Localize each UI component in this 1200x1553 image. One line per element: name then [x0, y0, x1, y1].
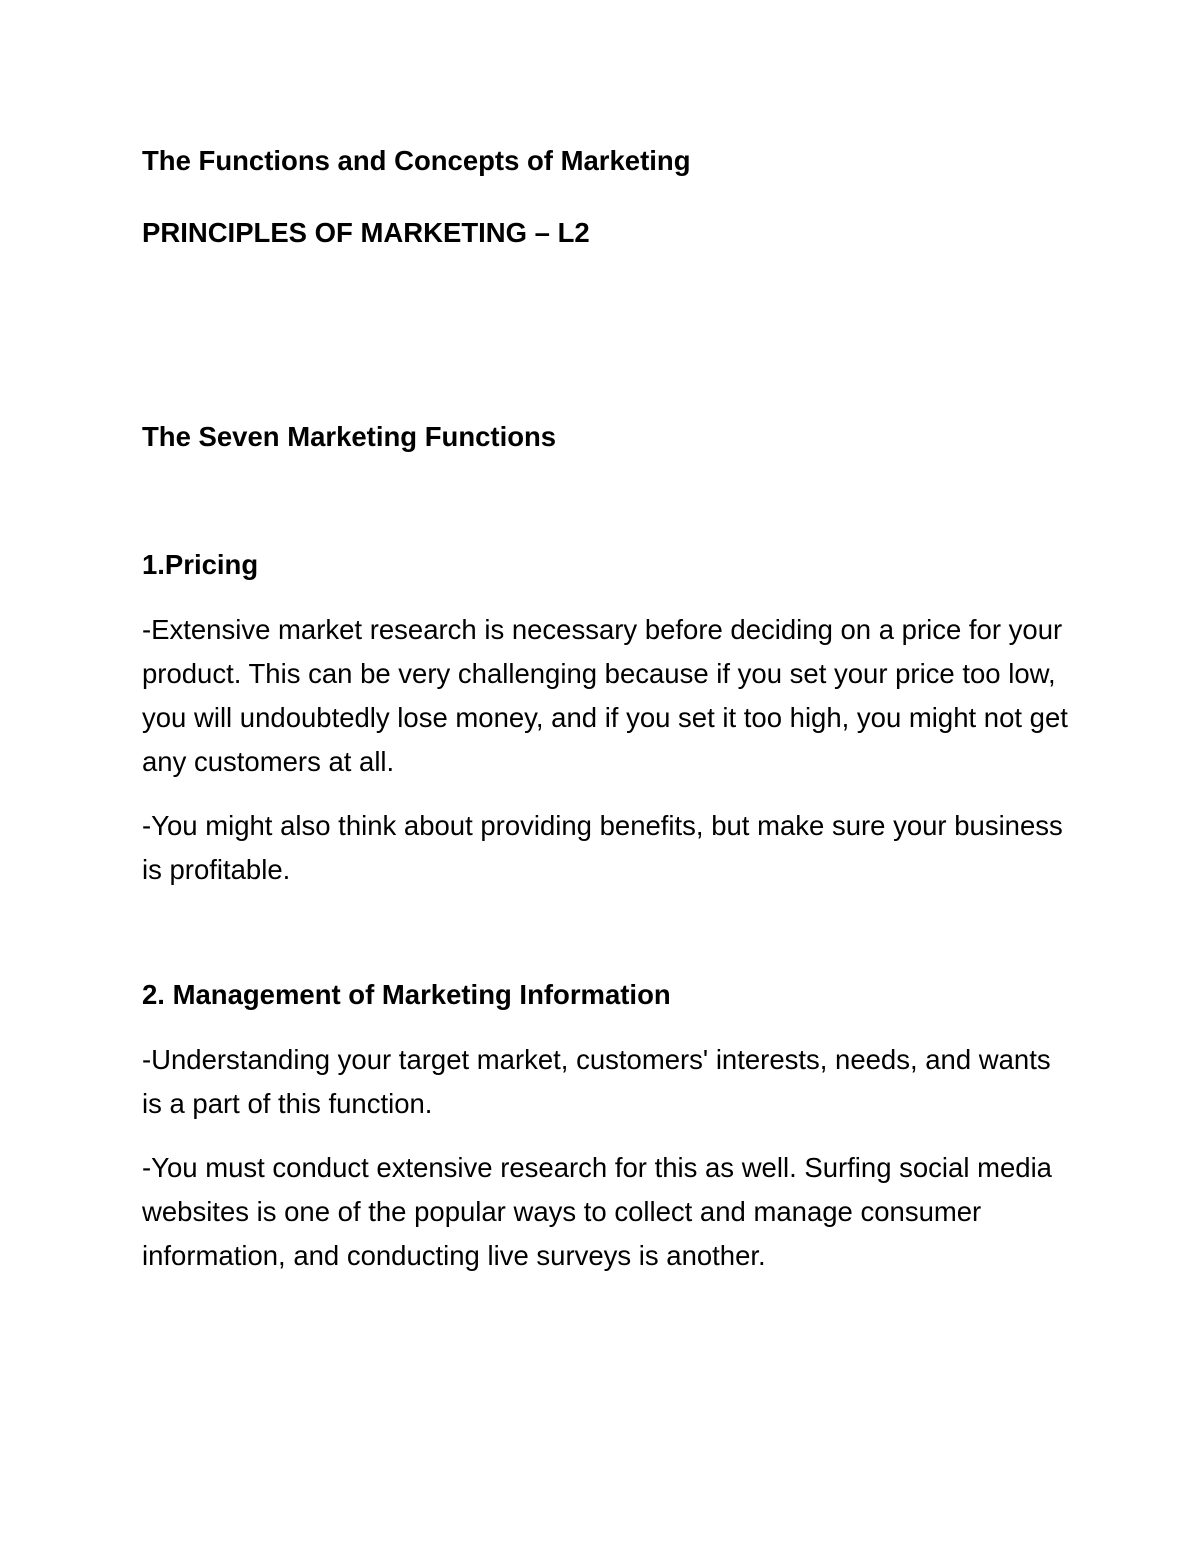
- pricing-paragraph-2: -You might also think about providing benefits, but make sure your business is profitable.: [142, 810, 1063, 885]
- marketing-information-paragraph-1: -Understanding your target market, customers' interests, needs, and wants is a part of this function.: [142, 1044, 1051, 1119]
- document-subtitle: PRINCIPLES OF MARKETING – L2: [142, 217, 590, 248]
- document-title: The Functions and Concepts of Marketing: [142, 145, 691, 176]
- section-heading: The Seven Marketing Functions: [142, 421, 557, 452]
- marketing-information-heading: 2. Management of Marketing Information: [142, 979, 671, 1010]
- pricing-paragraph-1: -Extensive market research is necessary before deciding on a price for your product. This can be very challenging because if you set your price too low, you will undoubtedly lose money, and if you set it too high, you might not get any customers at all.: [142, 614, 1068, 777]
- pricing-heading: 1.Pricing: [142, 549, 259, 580]
- marketing-information-paragraph-2: -You must conduct extensive research for this as well. Surfing social media websites is one of the popular ways to collect and manage consumer information, and conducting live surveys is another.: [142, 1152, 1052, 1271]
